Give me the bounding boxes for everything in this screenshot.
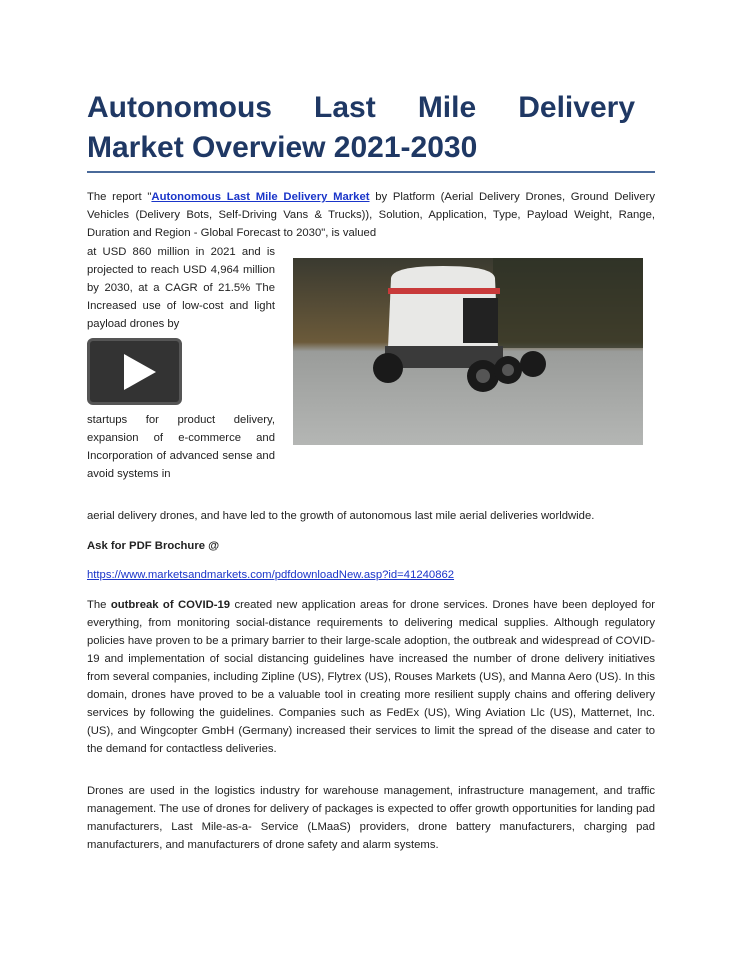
delivery-robot-image [293, 258, 643, 445]
para-prefix: The [87, 599, 111, 611]
video-play-button[interactable] [87, 338, 182, 405]
covid-paragraph [87, 596, 655, 758]
covid-text: created new application areas for drone services. Drones have been deployed for everything, from monitoring social-distance requirements to delivering medical supplies. Although regulatory policies have proven to be a primary barrier to their large-scale adoption, the outbreak and widespread of COVID-19 and implementation of social distancing guidelines have increased the number of drone delivery initiatives from several companies, including Zipline (US), Flytrex (US), Rouses Markets (US), and Manna Aero (US). In this domain, drones have proved to be a valuable tool in creating more resilient supply chains and offering delivery services by following the guidelines. Companies such as FedEx (US), Wing Aviation Llc (US), Matternet, Inc. (US), and Wingcopter GmbH (Germany) increased their services to limit the spread of the disease and cater to the demand for contactless deliveries. [87, 599, 655, 755]
brochure-link[interactable]: https://www.marketsandmarkets.com/pdfdownloadNew.asp?id=41240862 [87, 569, 455, 581]
drones-paragraph: Drones are used in the logistics industry for warehouse management, infrastructure management, and traffic management. The use of drones for delivery of packages is expected to offer growth opportunities for landing pad manufacturers, Last Mile-as-a- Service (LMaaS) providers, drone battery manufacturers, charging pad manufacturers, and manufacturers of drone safety and alarm systems. [87, 785, 655, 851]
wrapped-text-column [87, 243, 275, 483]
title-word: Autonomous [87, 91, 272, 124]
video-slot [87, 333, 275, 411]
page-title [87, 88, 635, 168]
column-text-2: startups for product delivery, expansion of e-commerce and Incorporation of advanced sense and avoid systems in [87, 414, 275, 480]
brochure-label: Ask for PDF Brochure @ [87, 540, 220, 552]
intro-paragraph [87, 188, 655, 242]
title-word: Mile [417, 91, 477, 124]
intro-prefix: The report " [87, 191, 152, 203]
title-divider [87, 171, 655, 173]
continuation-text: aerial delivery drones, and have led to the growth of autonomous last mile aerial deliveries worldwide. [87, 510, 595, 522]
title-word: Delivery [518, 91, 635, 124]
title-line2: Market Overview 2021-2030 [87, 131, 478, 164]
market-report-link[interactable]: Autonomous Last Mile Delivery Market [151, 191, 370, 203]
column-text-1: at USD 860 million in 2021 and is projected to reach USD 4,964 million by 2030, at a CAGR of 21.5% The Increased use of low-cost and light payload drones by [87, 246, 275, 330]
title-word: Last [314, 91, 376, 124]
intro-text: by Platform (Aerial Delivery Drones, Ground Delivery Vehicles (Delivery Bots, Self-Driving Vans & Trucks)), Solution, Application, Type, Payload Weight, Range, Duration and Region - Global Forecast to 2030", is valued [87, 191, 655, 239]
covid-bold: outbreak of COVID-19 [110, 599, 231, 611]
